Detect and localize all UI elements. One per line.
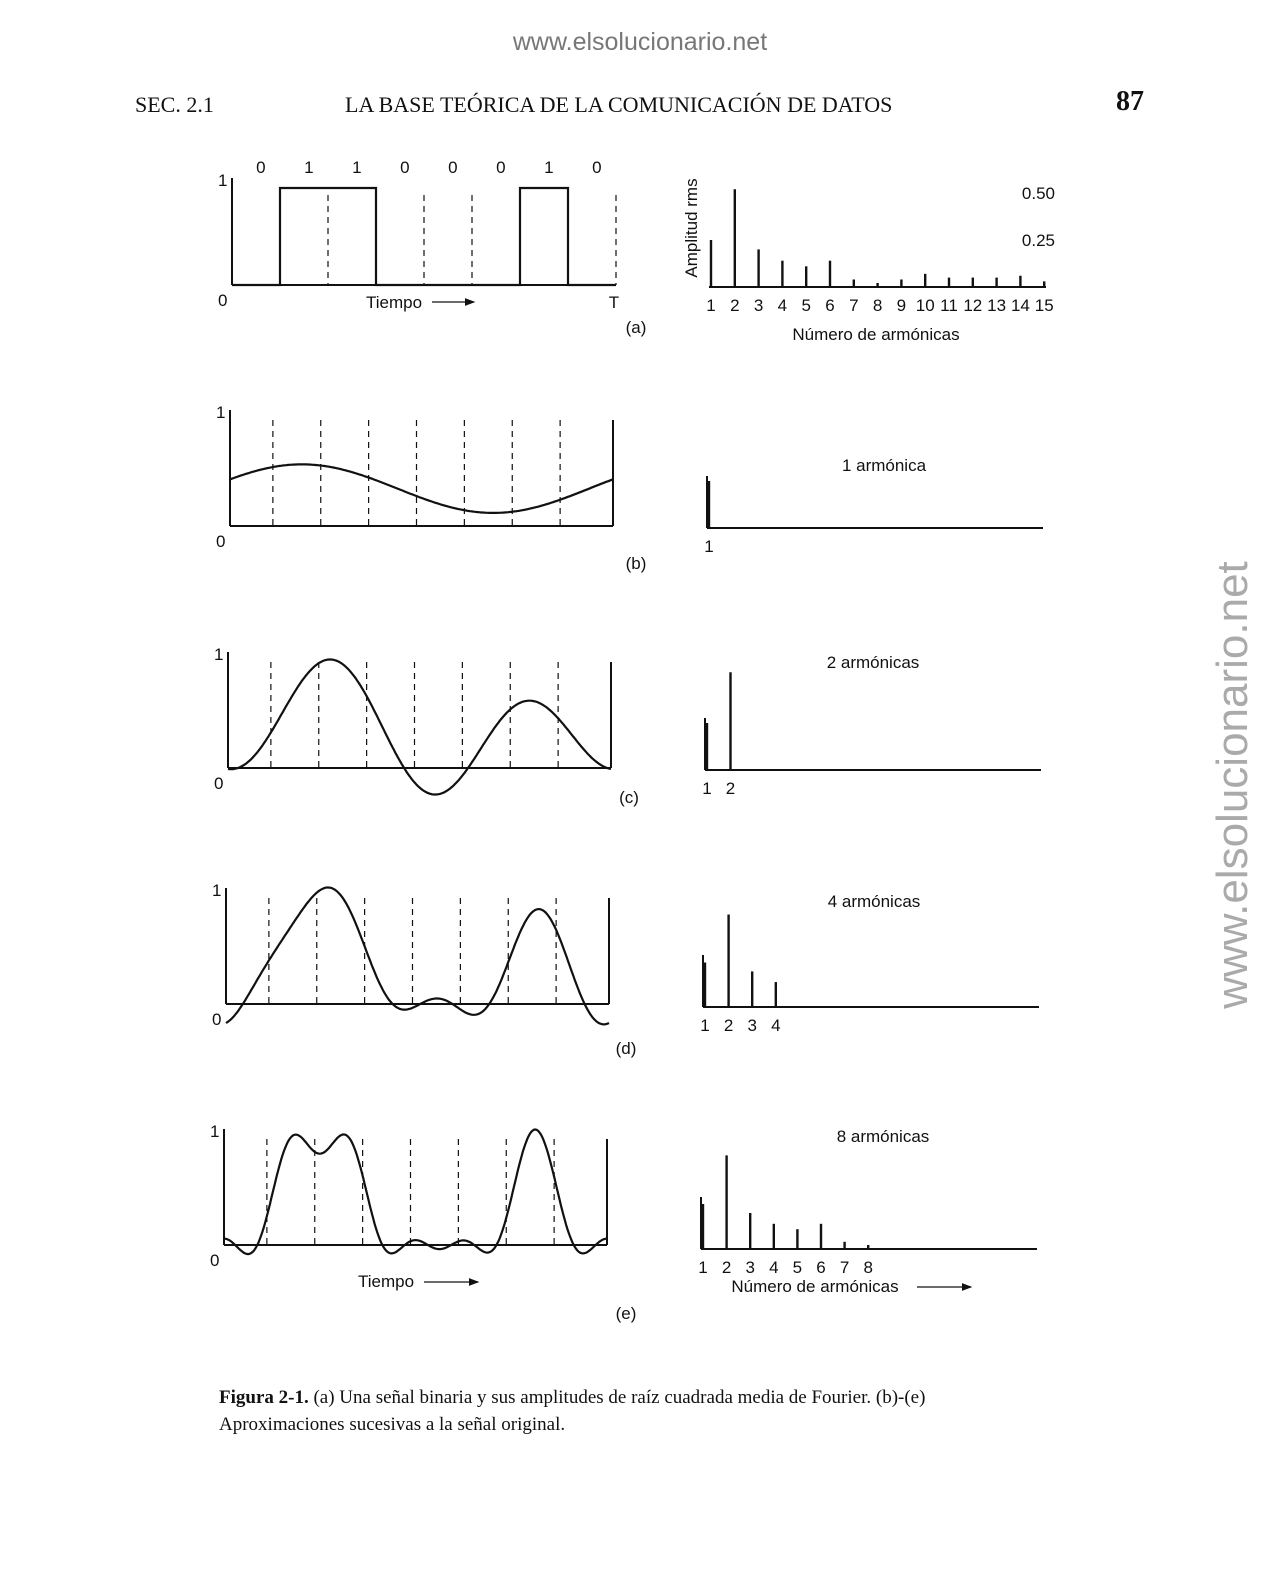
harmonic-tick-label: 7 [839, 1258, 850, 1277]
spectrum-title: 2 armónicas [826, 653, 920, 672]
spectrum-title: 1 armónica [841, 456, 927, 475]
bit-value: 0 [256, 158, 266, 177]
y-label-one: 1 [218, 171, 228, 190]
running-header-title: LA BASE TEÓRICA DE LA COMUNICACIÓN DE DATOS [345, 92, 893, 117]
harmonic-tick-label: 12 [963, 296, 983, 315]
harmonic-tick-label: 2 [723, 1016, 734, 1035]
harmonic-tick-label: 8 [863, 1258, 873, 1277]
harmonic-tick-label: 14 [1010, 296, 1030, 315]
harmonic-tick-label: 3 [747, 1016, 757, 1035]
harmonic-tick-label: 8 [872, 296, 883, 315]
time-axis-label: Tiempo [365, 293, 423, 312]
y-tick-label: 0.50 [1021, 184, 1055, 203]
harmonic-tick-label: 2 [721, 1258, 732, 1277]
panel-label: (b) [625, 554, 647, 573]
bit-value: 0 [400, 158, 410, 177]
harmonic-tick-label: 7 [849, 296, 859, 315]
x-axis-label: Número de armónicas [731, 1277, 899, 1296]
fourier-approximation-curve [230, 464, 613, 513]
spectrum-chart-a [682, 178, 1055, 344]
harmonic-tick-label: 4 [769, 1258, 779, 1277]
y-label-zero: 0 [218, 291, 228, 310]
harmonic-tick-label: 2 [725, 779, 736, 798]
panel-label: (c) [619, 788, 639, 807]
signal-panel-d [212, 881, 636, 1058]
y-label-zero: 0 [216, 532, 226, 551]
y-label-one: 1 [210, 1122, 220, 1141]
harmonic-tick-label: 1 [706, 296, 716, 315]
running-header-section: SEC. 2.1 [135, 92, 214, 117]
bit-value: 0 [496, 158, 506, 177]
watermark-side-text: www.elsolucionario.net [1208, 561, 1257, 1009]
y-label-zero: 0 [214, 774, 224, 793]
x-axis-label: Número de armónicas [792, 325, 960, 344]
bit-value: 0 [448, 158, 458, 177]
harmonic-tick-label: 5 [792, 1258, 803, 1277]
signal-panel-c [214, 645, 639, 807]
spectrum-chart-d [700, 892, 1039, 1035]
signal-panel-b [216, 403, 646, 573]
harmonic-tick-label: 6 [816, 1258, 826, 1277]
watermark-top: www.elsolucionario.net [512, 28, 768, 56]
y-label-zero: 0 [210, 1251, 220, 1270]
harmonic-tick-label: 11 [940, 296, 958, 315]
panel-label: (d) [615, 1039, 637, 1058]
harmonic-tick-label: 1 [704, 537, 714, 556]
harmonic-tick-label: 3 [753, 296, 764, 315]
y-tick-label: 0.25 [1021, 231, 1055, 250]
harmonic-tick-label: 2 [730, 296, 740, 315]
spectrum-title: 8 armónicas [836, 1127, 930, 1146]
spectrum-chart-e [698, 1127, 1037, 1296]
page-number: 87 [1116, 86, 1144, 117]
harmonic-tick-label: 13 [987, 296, 1007, 315]
harmonic-tick-label: 6 [825, 296, 835, 315]
harmonic-tick-label: 3 [745, 1258, 755, 1277]
fourier-approximation-curve [224, 1130, 607, 1255]
bit-value: 0 [592, 158, 602, 177]
bit-value: 1 [352, 158, 362, 177]
y-label-one: 1 [212, 881, 222, 900]
spectrum-chart-b [704, 456, 1043, 556]
harmonic-tick-label: 4 [771, 1016, 781, 1035]
panel-label: (e) [615, 1304, 637, 1323]
harmonic-tick-label: 9 [896, 296, 907, 315]
y-label-one: 1 [216, 403, 226, 422]
harmonic-tick-label: 4 [777, 296, 788, 315]
y-label-one: 1 [214, 645, 224, 664]
caption-label: Figura 2-1. [219, 1387, 309, 1408]
panel-label: (a) [625, 318, 647, 337]
signal-panel-a [218, 158, 646, 337]
caption-text: (a) Una señal binaria y sus amplitudes de raíz cuadrada media de Fourier. (b)-(e) Aproximaciones sucesivas a la señal original. [219, 1387, 926, 1435]
y-axis-label: Amplitud rms [682, 178, 701, 278]
harmonic-tick-label: 15 [1034, 296, 1054, 315]
harmonic-tick-label: 1 [702, 779, 712, 798]
spectrum-title: 4 armónicas [827, 892, 921, 911]
bit-value: 1 [544, 158, 554, 177]
signal-panel-e [210, 1122, 636, 1323]
harmonic-tick-label: 1 [700, 1016, 710, 1035]
fourier-approximation-curve [228, 660, 611, 795]
spectrum-chart-c [702, 653, 1041, 798]
harmonic-tick-label: 5 [801, 296, 811, 315]
x-end-label: T [608, 293, 620, 312]
time-axis-label: Tiempo [357, 1272, 415, 1291]
bit-value: 1 [304, 158, 314, 177]
y-label-zero: 0 [212, 1010, 222, 1029]
harmonic-tick-label: 10 [915, 296, 935, 315]
figure-caption [219, 1384, 1049, 1438]
square-wave [232, 188, 616, 285]
harmonic-tick-label: 1 [698, 1258, 708, 1277]
